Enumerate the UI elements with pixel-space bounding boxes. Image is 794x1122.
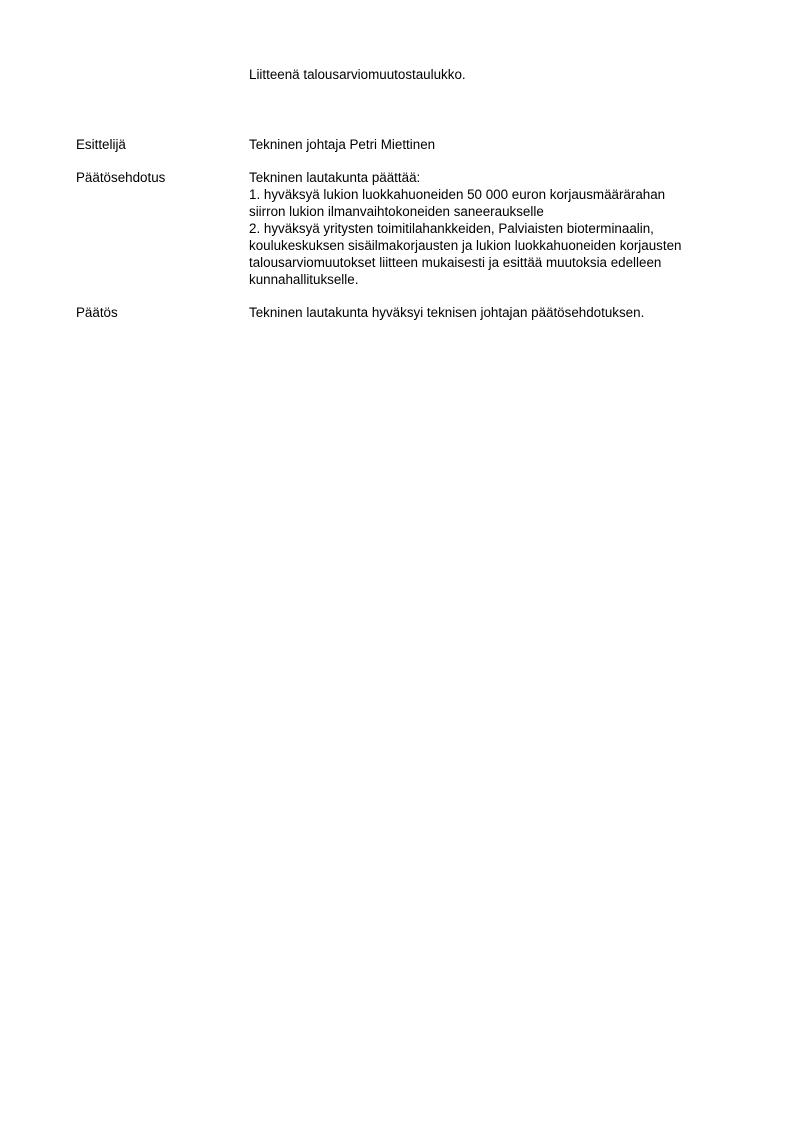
proposal-label: Päätösehdotus	[76, 170, 166, 185]
presenter-label: Esittelijä	[76, 137, 126, 152]
proposal-line: koulukeskuksen sisäilmakorjausten ja lukion luokkahuoneiden korjausten	[249, 238, 682, 253]
proposal-line: 2. hyväksyä yritysten toimitilahankkeiden, Palviaisten bioterminaalin,	[249, 221, 654, 236]
proposal-line: siirron lukion ilmanvaihtokoneiden saneeraukselle	[249, 204, 544, 219]
proposal-line: 1. hyväksyä lukion luokkahuoneiden 50 000 euron korjausmäärärahan	[249, 187, 666, 202]
proposal-line: Tekninen lautakunta päättää:	[249, 170, 421, 185]
proposal-line: kunnahallitukselle.	[249, 272, 359, 287]
proposal-text	[249, 169, 729, 288]
attachment-note: Liitteenä talousarviomuutostaulukko.	[249, 67, 466, 82]
decision-label: Päätös	[76, 305, 118, 320]
decision-text: Tekninen lautakunta hyväksyi teknisen johtajan päätösehdotuksen.	[249, 305, 645, 320]
proposal-line: talousarviomuutokset liitteen mukaisesti ja esittää muutoksia edelleen	[249, 255, 662, 270]
presenter-text: Tekninen johtaja Petri Miettinen	[249, 137, 436, 152]
